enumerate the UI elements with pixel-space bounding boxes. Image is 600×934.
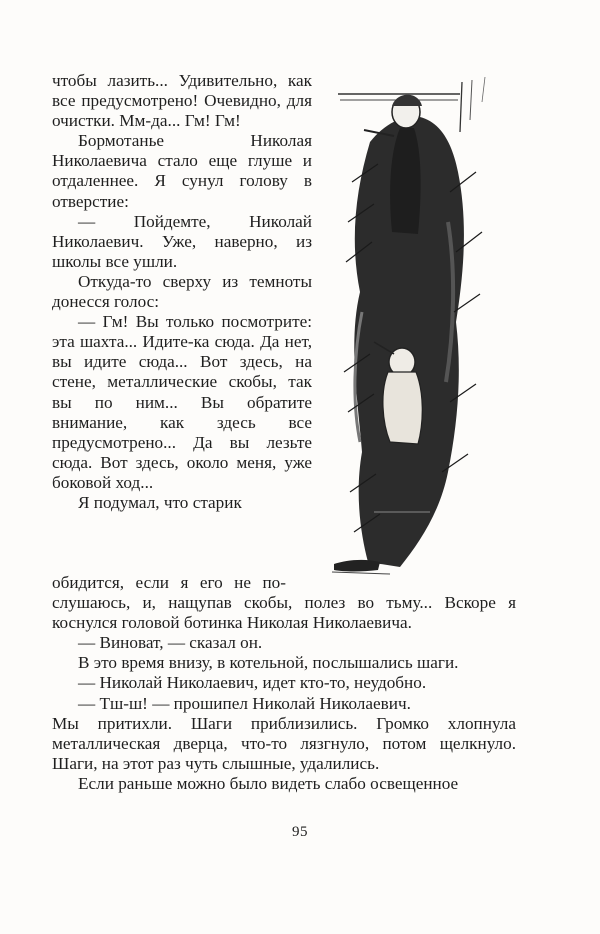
paragraph-line: Я подумал, что старик xyxy=(78,492,242,512)
paragraph: Бормотанье Николая Николаевича стало еще глуше и отдаленнее. Я сунул голову в отверстие: xyxy=(52,131,312,211)
paragraph: слушаюсь, и, нащупав скобы, полез во тьму... Вскоре я коснулся головой ботинка Николая Николаевича. xyxy=(52,593,516,633)
page-number: 95 xyxy=(292,824,308,840)
paragraph: В это время внизу, в котельной, послышались шаги. xyxy=(78,653,459,673)
paragraph: — Тш-ш! — прошипел Николай Николаевич. xyxy=(78,693,411,713)
paragraph-line: обидится, если я его не по- xyxy=(52,573,286,592)
paragraph: — Виноват, — сказал он. xyxy=(78,633,263,653)
paragraph: — Гм! Вы только посмотрите: эта шахта... Идите-ка сюда. Да нет, вы идите сюда... Вот здесь, на стене, металлические скобы, так вы по ним... Вы обратите внимание, как здесь все предусмотрено... Да вы лезьте сюда. Вот здесь, около меня, уже боковой ход... xyxy=(52,312,312,492)
shaft-illustration xyxy=(330,72,520,582)
paragraph: Мы притихли. Шаги приблизились. Громко хлопнула металлическая дверца, что-то лязгнуло, потом щелкнуло. Шаги, на этот раз чуть слышные, удалились. xyxy=(52,713,516,773)
paragraph: Если раньше можно было видеть слабо освещенное xyxy=(78,773,459,793)
paragraph: — Пойдемте, Николай Николаевич. Уже, наверно, из школы все ушли. xyxy=(52,211,312,271)
text-column xyxy=(52,71,312,513)
paragraph: Откуда-то сверху из темноты донесся голос: xyxy=(52,271,312,312)
paragraph: — Николай Николаевич, идет кто-то, неудобно. xyxy=(78,673,427,693)
paragraph: чтобы лазить... Удивительно, как все предусмотрено! Очевидно, для очистки. Мм-да... Гм! Гм! xyxy=(52,71,312,131)
text-full-width xyxy=(52,573,516,794)
